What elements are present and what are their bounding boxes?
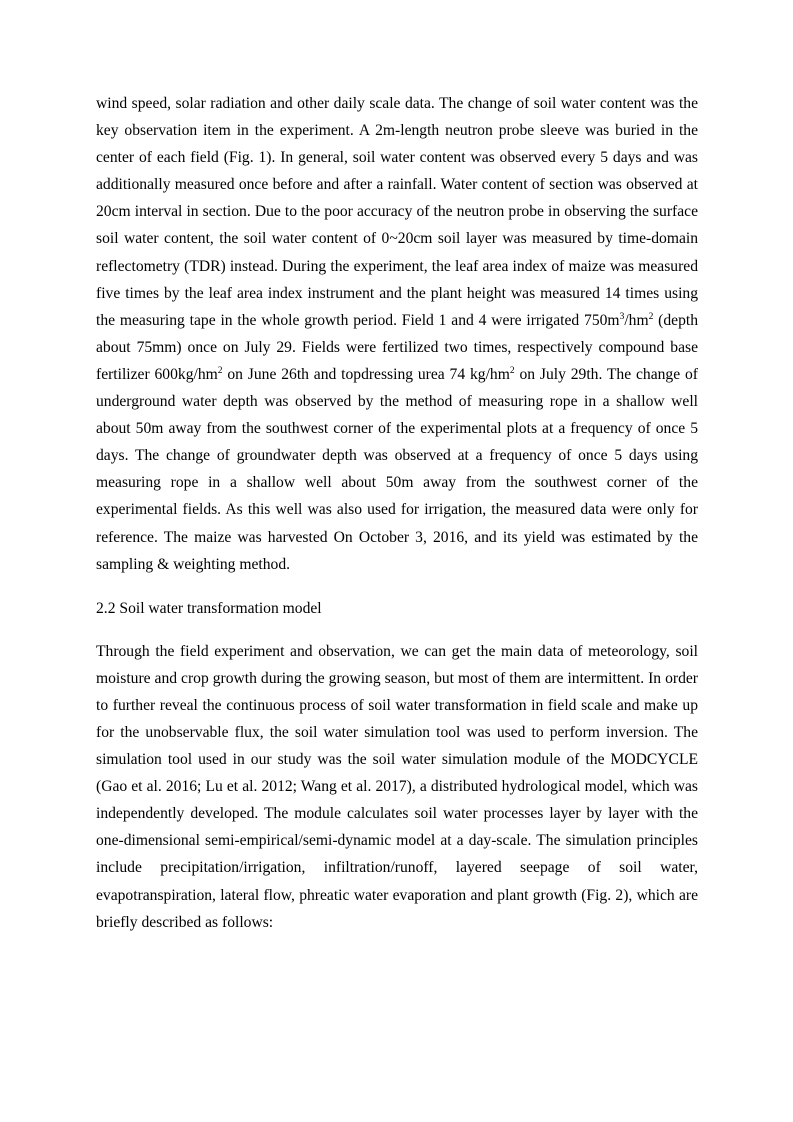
- superscript: 2: [648, 311, 654, 322]
- body-paragraph-field-observations: [96, 90, 698, 578]
- paragraph-text: wind speed, solar radiation and other daily scale data. The change of soil water content was the key observation item in the experiment. A 2m-length neutron probe sleeve was buried in the center of each field (Fig. 1). In general, soil water content was observed every 5 days and was additionally measured once before and after a rainfall. Water content of section was observed at 20cm interval in section. Due to the poor accuracy of the neutron probe in observing the surface soil water content, the soil water content of 0~20cm soil layer was measured by time-domain reflectometry (TDR) instead. During the experiment, the leaf area index of maize was measured five times by the leaf area index instrument and the plant height was measured 14 times using the measuring tape in the whole growth period. Field 1 and 4 were irrigated 750m: [96, 95, 698, 329]
- superscript: 2: [217, 365, 223, 376]
- superscript: 3: [619, 311, 625, 322]
- paragraph-text: on July 29th. The change of underground water depth was observed by the method of measuring rope in a shallow well about 50m away from the southwest corner of the experimental plots at a frequency of once 5 days. The change of groundwater depth was observed at a frequency of once 5 days using measuring rope in a shallow well about 50m away from the southwest corner of the experimental fields. As this well was also used for irrigation, the measured data were only for reference. The maize was harvested On October 3, 2016, and its yield was estimated by the sampling & weighting method.: [96, 365, 698, 573]
- paragraph-text: on June 26th and topdressing urea 74 kg/hm: [222, 365, 510, 383]
- paragraph-text: (depth about 75mm) once on July 29. Fields were fertilized two times, respectively compound base fertilizer 600kg/hm: [96, 311, 698, 383]
- paragraph-text: /hm: [624, 311, 649, 329]
- section-heading: 2.2 Soil water transformation model: [96, 599, 322, 617]
- document-page: [96, 90, 698, 936]
- body-paragraph-model: Through the field experiment and observation, we can get the main data of meteorology, soil moisture and crop growth during the growing season, but most of them are intermittent. In order to further reveal the continuous process of soil water transformation in field scale and make up for the unobservable flux, the soil water simulation tool was used to perform inversion. The simulation tool used in our study was the soil water simulation module of the MODCYCLE (Gao et al. 2016; Lu et al. 2012; Wang et al. 2017), a distributed hydrological model, which was independently developed. The module calculates soil water processes layer by layer with the one-dimensional semi-empirical/semi-dynamic model at a day-scale. The simulation principles include precipitation/irrigation, infiltration/runoff, layered seepage of soil water, evapotranspiration, lateral flow, phreatic water evaporation and plant growth (Fig. 2), which are briefly described as follows:: [96, 642, 698, 931]
- superscript: 2: [509, 365, 515, 376]
